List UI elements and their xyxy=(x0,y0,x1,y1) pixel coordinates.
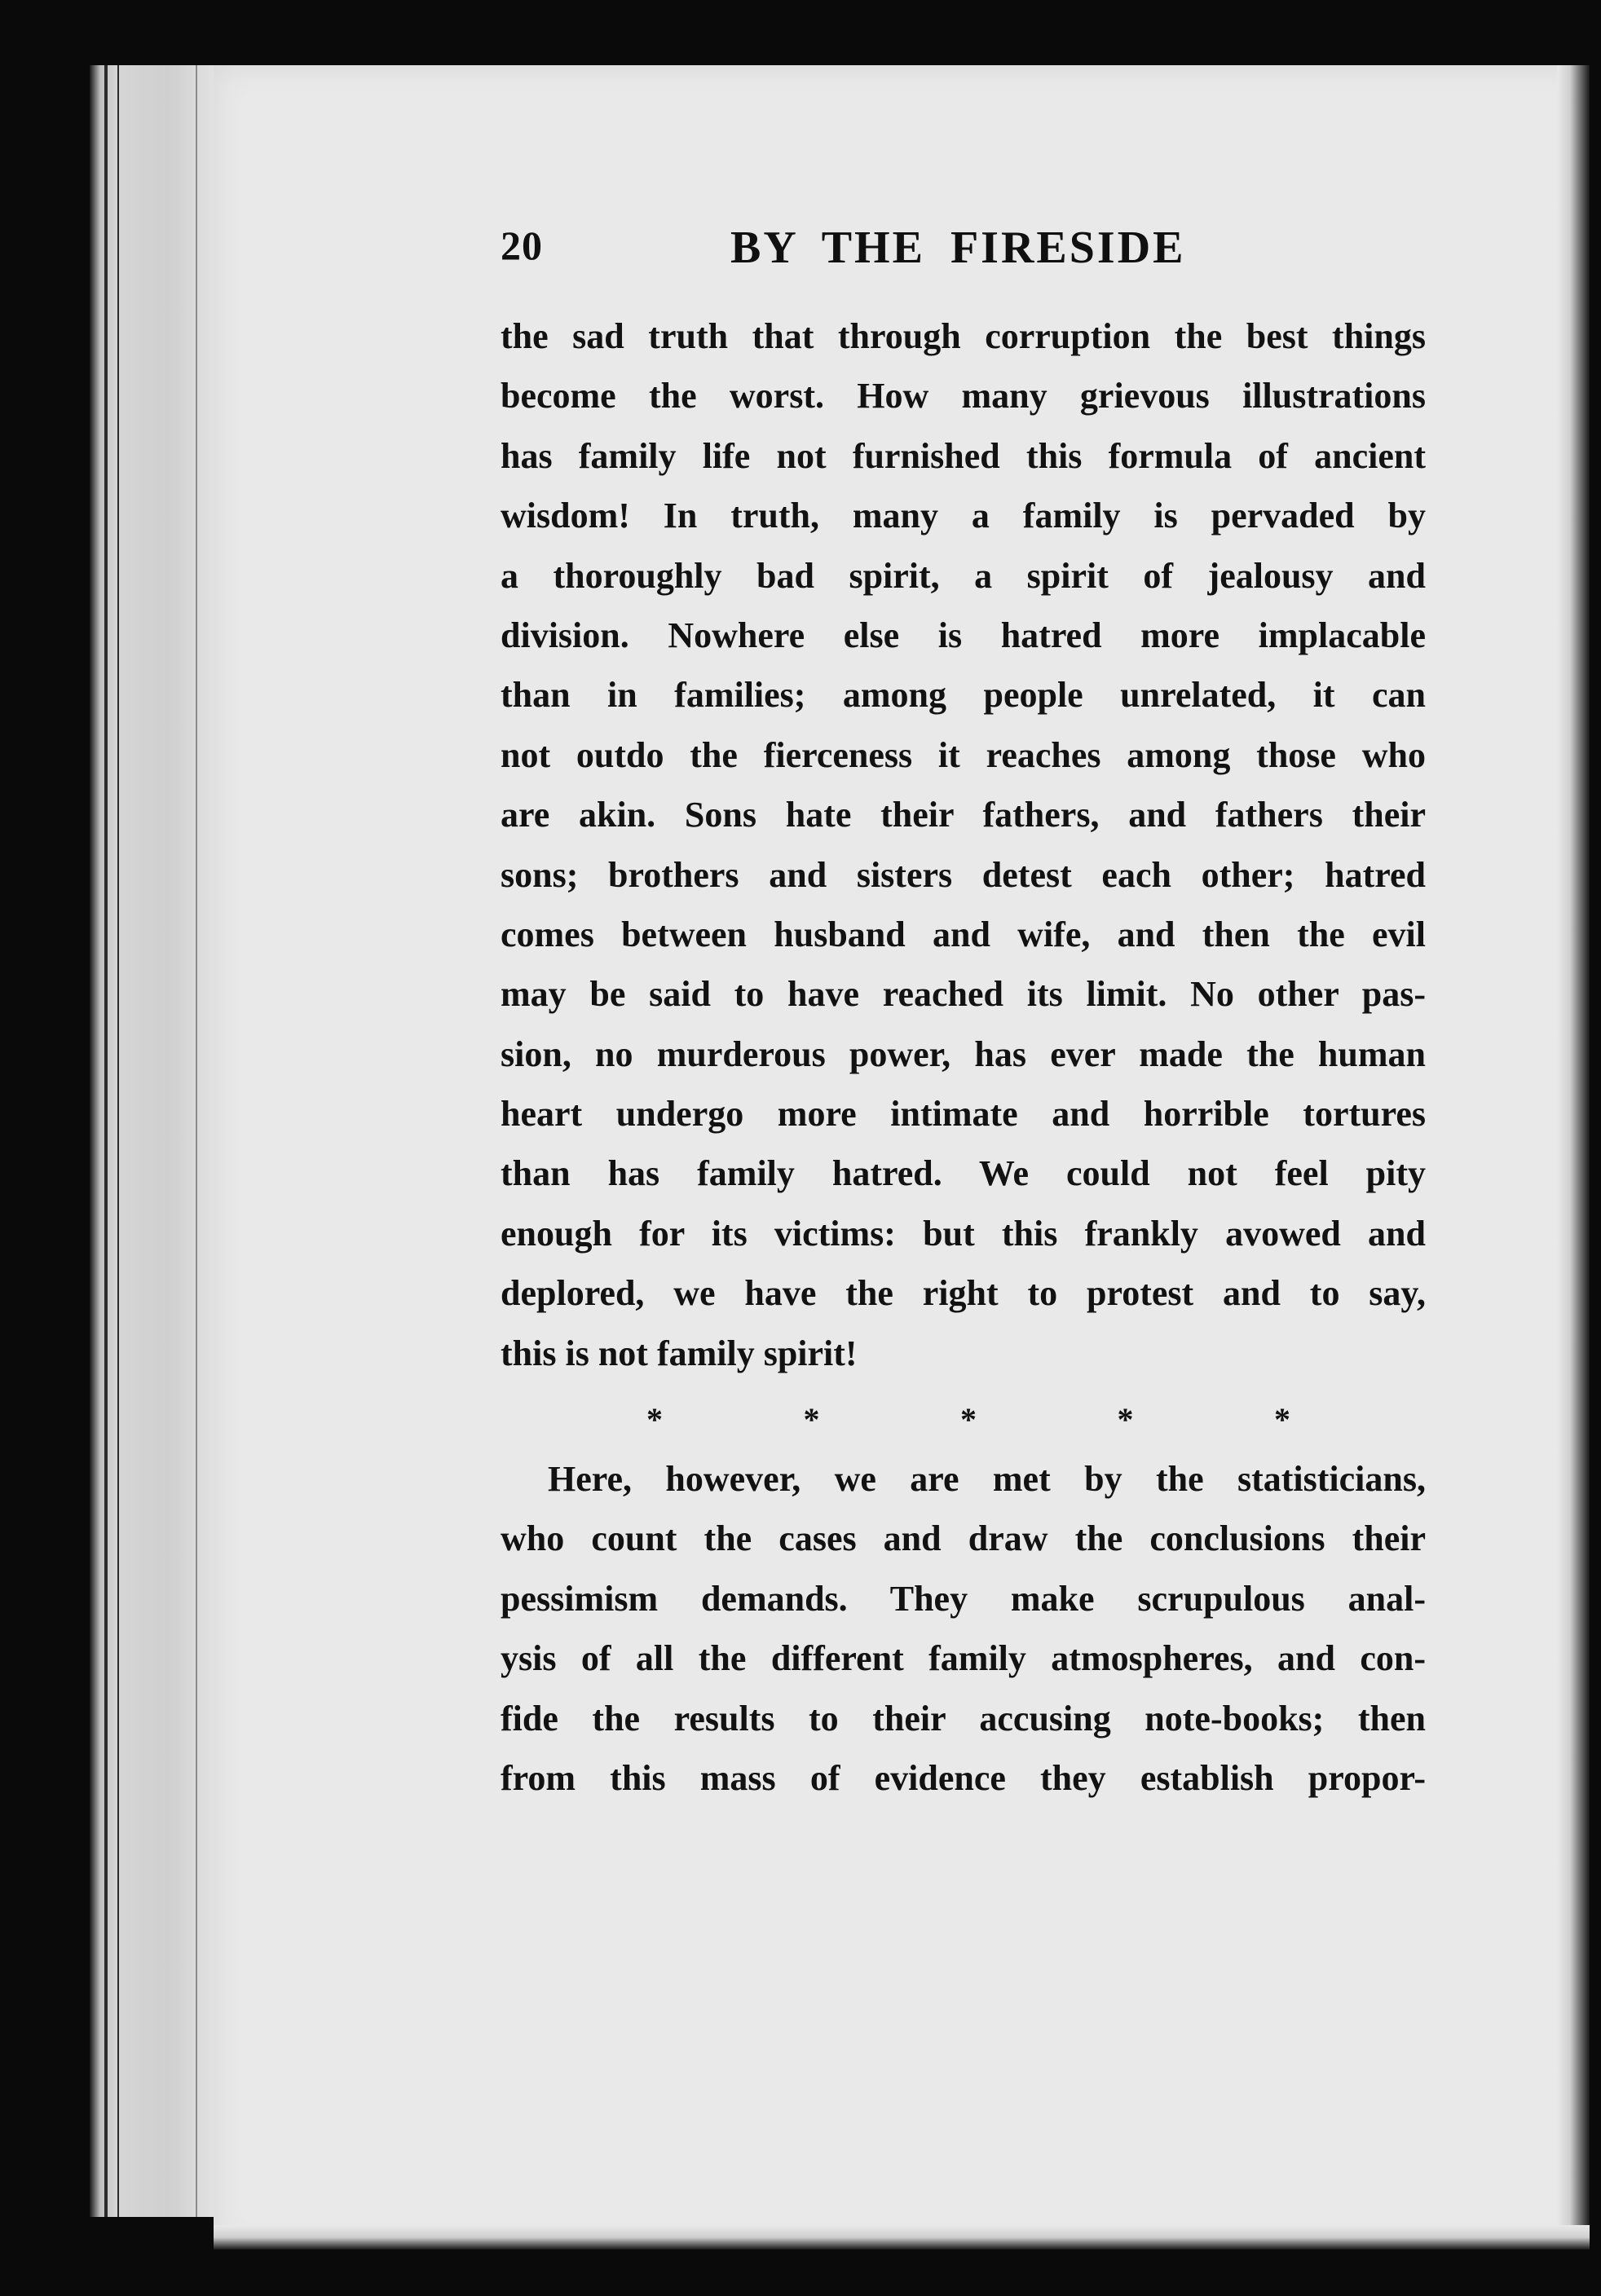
text-line: sons; brothers and sisters detest each other; hatred xyxy=(501,854,1426,895)
text-line: are akin. Sons hate their fathers, and fathers their xyxy=(501,795,1426,835)
text-line: this is not family spirit! xyxy=(501,1333,858,1373)
asterisk: * xyxy=(1117,1401,1134,1438)
text-line: Here, however, we are met by the statisticians, xyxy=(548,1459,1426,1499)
text-line: has family life not furnished this formula of ancient xyxy=(501,435,1426,476)
text-line: comes between husband and wife, and then the evil xyxy=(501,914,1426,954)
spine-line xyxy=(117,65,119,2217)
running-title: BY THE FIRESIDE xyxy=(730,223,1186,273)
spine-line xyxy=(196,65,197,2217)
asterisk: * xyxy=(1274,1401,1290,1438)
text-line: ysis of all the different family atmospheres, and con- xyxy=(501,1638,1426,1679)
text-line: heart undergo more intimate and horrible tortures xyxy=(501,1094,1426,1135)
text-line: than has family hatred. We could not feel pity xyxy=(501,1153,1426,1194)
text-line: pessimism demands. They make scrupulous anal- xyxy=(501,1578,1426,1619)
asterisk: * xyxy=(960,1401,977,1438)
text-line: may be said to have reached its limit. No other pas- xyxy=(501,974,1426,1015)
paragraph-continued xyxy=(501,306,1426,1383)
text-line: division. Nowhere else is hatred more implacable xyxy=(501,615,1426,655)
text-line: who count the cases and draw the conclusions their xyxy=(501,1518,1426,1559)
text-line: enough for its victims: but this frankly avowed and xyxy=(501,1213,1426,1254)
text-line: deplored, we have the right to protest and to say, xyxy=(501,1273,1426,1314)
text-line: become the worst. How many grievous illustrations xyxy=(501,376,1426,416)
running-head xyxy=(501,222,1422,279)
asterisk: * xyxy=(803,1401,820,1438)
paragraph-new xyxy=(501,1449,1426,1808)
text-line: than in families; among people unrelated, it can xyxy=(501,675,1426,716)
text-line: the sad truth that through corruption the best things xyxy=(501,316,1426,356)
page-right-edge xyxy=(1557,65,1590,2250)
text-line: fide the results to their accusing note-books; then xyxy=(501,1698,1426,1739)
text-line: not outdo the fierceness it reaches among those who xyxy=(501,734,1426,775)
text-line: sion, no murderous power, has ever made the human xyxy=(501,1033,1426,1074)
asterisk: * xyxy=(646,1401,663,1438)
section-break-asterisks xyxy=(642,1400,1294,1449)
spine-line xyxy=(104,65,108,2217)
text-line: from this mass of evidence they establish propor- xyxy=(501,1757,1426,1798)
page-bottom-edge xyxy=(214,2225,1590,2250)
page-number: 20 xyxy=(501,223,543,268)
text-line: a thoroughly bad spirit, a spirit of jealousy and xyxy=(501,555,1426,596)
text-line: wisdom! In truth, many a family is pervaded by xyxy=(501,496,1426,536)
book-spine-edge xyxy=(90,65,220,2217)
